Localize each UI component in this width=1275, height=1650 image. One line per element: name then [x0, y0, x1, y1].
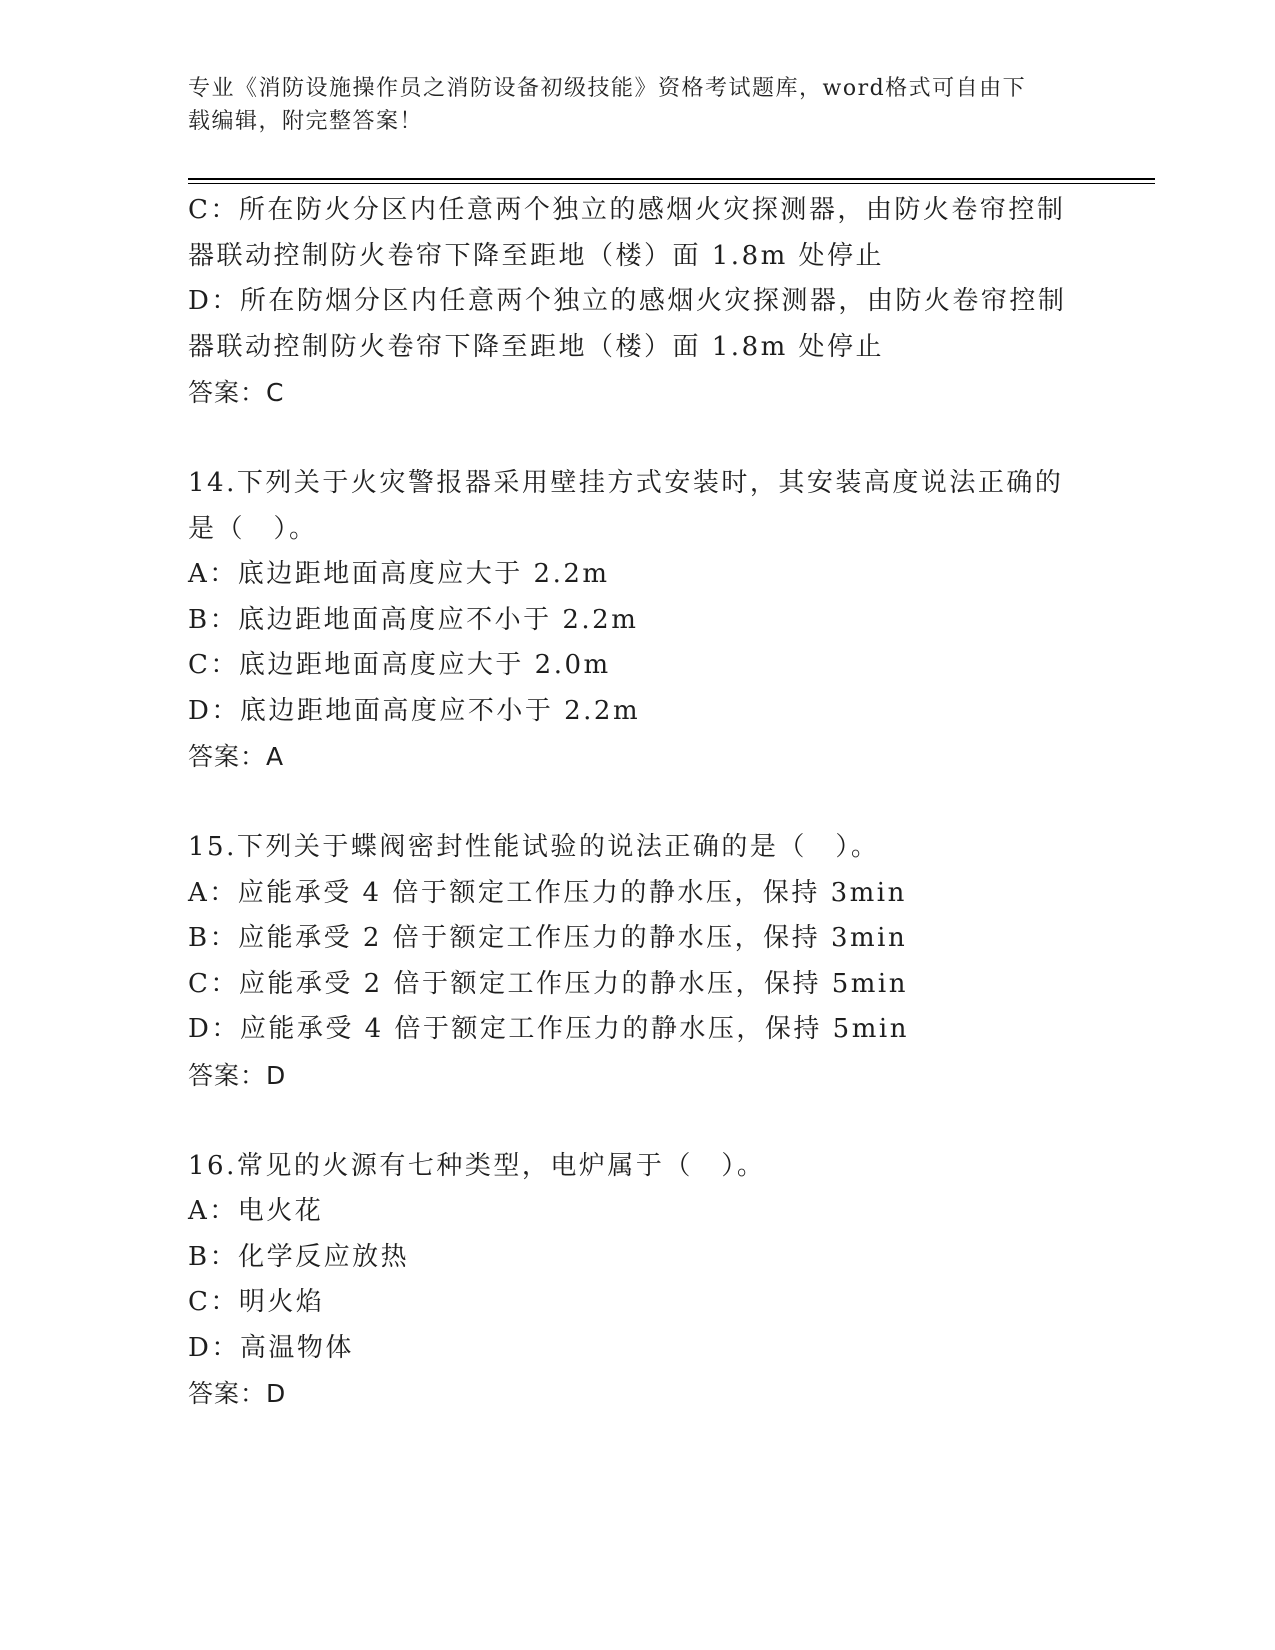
question-content	[188, 188, 1088, 1417]
spacer	[188, 416, 1088, 462]
question-stem: 15.下列关于蝶阀密封性能试验的说法正确的是（ ）。	[188, 832, 880, 862]
option-d: D：底边距地面高度应不小于 2.2m	[188, 695, 641, 726]
document-header	[188, 72, 1088, 138]
option-c: C：明火焰	[188, 1287, 325, 1317]
option-b: B：底边距地面高度应不小于 2.2m	[188, 604, 639, 635]
question-stem: 16.常见的火源有七种类型，电炉属于（ ）。	[188, 1150, 766, 1181]
header-divider-thin	[188, 183, 1155, 184]
option-a: A：应能承受 4 倍于额定工作压力的静水压，保持 3min	[188, 877, 907, 908]
question-16	[188, 1144, 1088, 1417]
option-b: B：应能承受 2 倍于额定工作压力的静水压，保持 3min	[188, 923, 908, 953]
option-c-line-2: 器联动控制防火卷帘下降至距地（楼）面 1.8m 处停止	[188, 240, 885, 271]
option-b: B：化学反应放热	[188, 1241, 410, 1272]
question-13-continuation	[188, 188, 1088, 416]
option-d: D：高温物体	[188, 1332, 354, 1363]
answer-13: 答案：C	[188, 378, 285, 407]
answer-16: 答案：D	[188, 1379, 287, 1408]
question-stem-continued: 是（ ）。	[188, 513, 318, 544]
option-c: C：应能承受 2 倍于额定工作压力的静水压，保持 5min	[188, 968, 908, 999]
header-divider-thick	[188, 178, 1155, 180]
question-15	[188, 825, 1088, 1098]
header-line-2: 载编辑，附完整答案！	[188, 109, 424, 134]
spacer	[188, 780, 1088, 826]
option-d-line-2: 器联动控制防火卷帘下降至距地（楼）面 1.8m 处停止	[188, 331, 885, 362]
question-14	[188, 461, 1088, 780]
answer-14: 答案：A	[188, 742, 285, 771]
option-d: D：应能承受 4 倍于额定工作压力的静水压，保持 5min	[188, 1014, 909, 1044]
option-a: A：电火花	[188, 1196, 324, 1226]
header-line-1: 专业《消防设施操作员之消防设备初级技能》资格考试题库，word格式可自由下	[188, 76, 1027, 101]
option-d-line-1: D：所在防烟分区内任意两个独立的感烟火灾探测器，由防火卷帘控制	[188, 286, 1067, 316]
answer-15: 答案：D	[188, 1060, 287, 1090]
spacer	[188, 1098, 1088, 1144]
option-a: A：底边距地面高度应大于 2.2m	[188, 559, 610, 589]
option-c: C：底边距地面高度应大于 2.0m	[188, 650, 611, 680]
question-stem: 14.下列关于火灾警报器采用壁挂方式安装时，其安装高度说法正确的	[188, 468, 1064, 498]
option-c-line-1: C：所在防火分区内任意两个独立的感烟火灾探测器，由防火卷帘控制	[188, 195, 1066, 225]
